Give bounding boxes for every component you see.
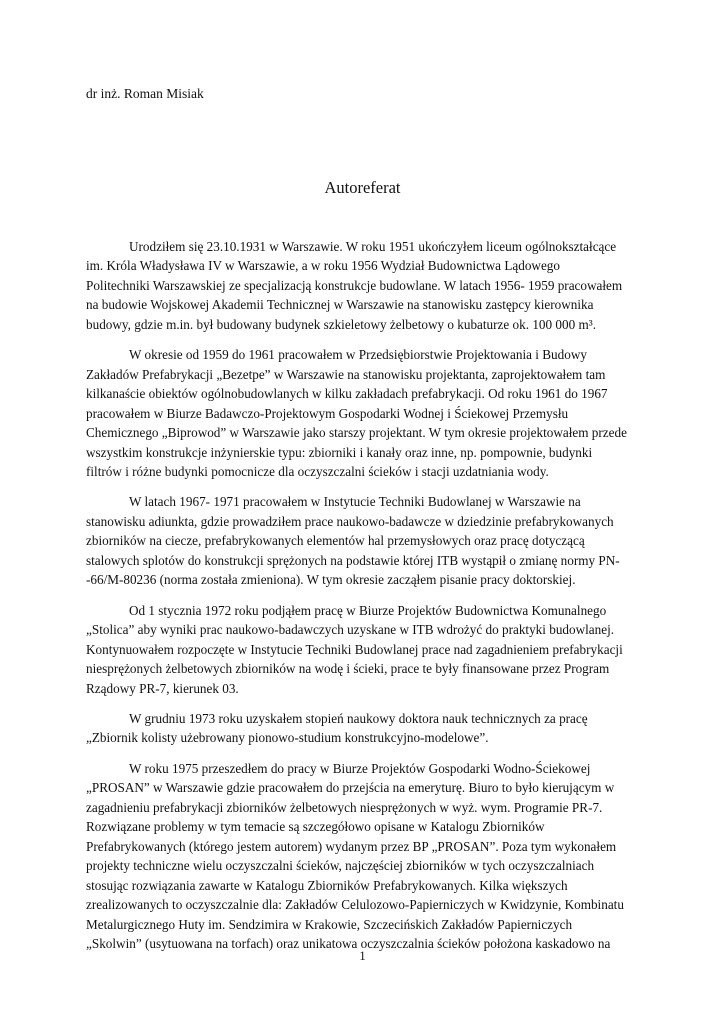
text-line: zbiorników na ciecze, prefabrykowanych elementów hal przemysłowych oraz pracę dotyczącą	[86, 533, 585, 549]
text-line: kilkanaście obiektów ogólnobudowlanych w kilku zakładach prefabrykacji. Od roku 1961 do 1967	[86, 386, 608, 402]
text-line: W roku 1975 przeszedłem do pracy w Biurze Projektów Gospodarki Wodno-Ściekowej	[129, 760, 591, 776]
text-line: stalowych splotów do konstrukcji sprężonych na podstawie której ITB wystąpił o zmianę normy PN-	[86, 552, 620, 568]
text-line: Od 1 stycznia 1972 roku podjąłem pracę w Biurze Projektów Budownictwa Komunalnego	[129, 602, 607, 618]
text-line: Rządowy PR-7, kierunek 03.	[86, 680, 239, 696]
text-line: W latach 1967- 1971 pracowałem w Instytucie Techniki Budowlanej w Warszawie na	[129, 494, 581, 510]
text-line: projekty techniczne wielu oczyszczalni ścieków, najczęściej zbiorników w tych oczyszczalniach	[86, 858, 595, 874]
text-line: Metalurgicznego Huty im. Sendzimira w Krakowie, Szczecińskich Zakładów Papierniczych	[86, 916, 573, 932]
text-line: stosując rozwiązania zawarte w Katalogu Zbiorników Prefabrykowanych. Kilka większych	[86, 877, 568, 893]
paragraph	[86, 345, 632, 481]
paragraph	[86, 492, 632, 589]
paragraph	[86, 709, 632, 748]
text-line: W okresie od 1959 do 1961 pracowałem w Przedsiębiorstwie Projektowania i Budowy	[129, 347, 587, 363]
text-line: Chemicznego „Biprowod” w Warszawie jako starszy projektant. W tym okresie projektowałem przede	[86, 425, 627, 441]
text-line: Politechniki Warszawskiej ze specjalizacją konstrukcje budowlane. W latach 1956- 1959 pracowałem	[86, 277, 623, 293]
text-line: stanowisku adiunkta, gdzie prowadziłem prace naukowo-badawcze w dziedzinie prefabrykowanych	[86, 513, 614, 529]
text-line: zagadnieniu prefabrykacji zbiorników żelbetowych niesprężonych w wyż. wym. Programie PR-7.	[86, 799, 603, 815]
text-line: „Skolwin” (usytuowana na torfach) oraz unikatowa oczyszczalnia ścieków położona kaskadowo na	[86, 935, 611, 951]
text-line: Zakładów Prefabrykacji „Bezetpe” w Warszawie na stanowisku projektanta, zaprojektowałem tam	[86, 366, 606, 382]
text-line: Rozwiązane problemy w tym temacie są szczegółowo opisane w Katalogu Zbiorników	[86, 819, 545, 835]
document-body	[86, 237, 632, 964]
text-line: Prefabrykowanych (którego jestem autorem) wydanym przez BP „PROSAN”. Poza tym wykonałem	[86, 838, 617, 854]
text-line: filtrów i różne budynki pomocnicze dla oczyszczalni ścieków i stacji uzdatniania wody.	[86, 463, 549, 479]
text-line: budowy, gdzie m.in. był budowany budynek szkieletowy żelbetowy o kubaturze ok. 100 000 m³.	[86, 316, 596, 332]
text-line: im. Króla Władysława IV w Warszawie, a w roku 1956 Wydział Budownictwa Lądowego	[86, 258, 560, 274]
text-line: niesprężonych żelbetowych zbiorników na wodę i ścieki, prace te były finansowane przez Program	[86, 661, 610, 677]
text-line: zrealizowanych to oczyszczalnie dla: Zakładów Celulozowo-Papierniczych w Kwidzynie, Kombinatu	[86, 897, 624, 913]
text-line: „PROSAN” w Warszawie gdzie pracowałem do przejścia na emeryturę. Biuro to było kierującym w	[86, 780, 615, 796]
text-line: „Stolica” aby wyniki prac naukowo-badawczych uzyskane w ITB wdrożyć do praktyki budowlanej.	[86, 622, 615, 638]
text-line: Kontynuowałem rozpoczęte w Instytucie Techniki Budowlanej prace nad zagadnieniem prefabrykacji	[86, 641, 623, 657]
page-number: 1	[359, 949, 366, 963]
author-line: dr inż. Roman Misiak	[86, 86, 204, 101]
text-line: Urodziłem się 23.10.1931 w Warszawie. W roku 1951 ukończyłem liceum ogólnokształcące	[129, 239, 617, 254]
paragraph	[86, 759, 632, 954]
text-line: „Zbiornik kolisty użebrowany pionowo-studium konstrukcyjno-modelowe”.	[86, 730, 489, 746]
text-line: pracowałem w Biurze Badawczo-Projektowym Gospodarki Wodnej i Ściekowej Przemysłu	[86, 405, 569, 421]
text-line: -66/M-80236 (norma została zmieniona). W tym okresie zacząłem pisanie pracy doktorskiej.	[86, 572, 576, 588]
paragraph	[86, 237, 632, 334]
paragraph	[86, 601, 632, 698]
text-line: W grudniu 1973 roku uzyskałem stopień naukowy doktora nauk technicznych za pracę	[129, 710, 588, 726]
document-title: Autoreferat	[324, 178, 401, 197]
text-line: wszystkim konstrukcje inżynierskie typu: zbiorniki i kanały oraz inne, np. pompownie, budynki	[86, 444, 593, 460]
text-line: na budowie Wojskowej Akademii Technicznej w Warszawie na stanowisku zastępcy kierownika	[86, 297, 594, 313]
